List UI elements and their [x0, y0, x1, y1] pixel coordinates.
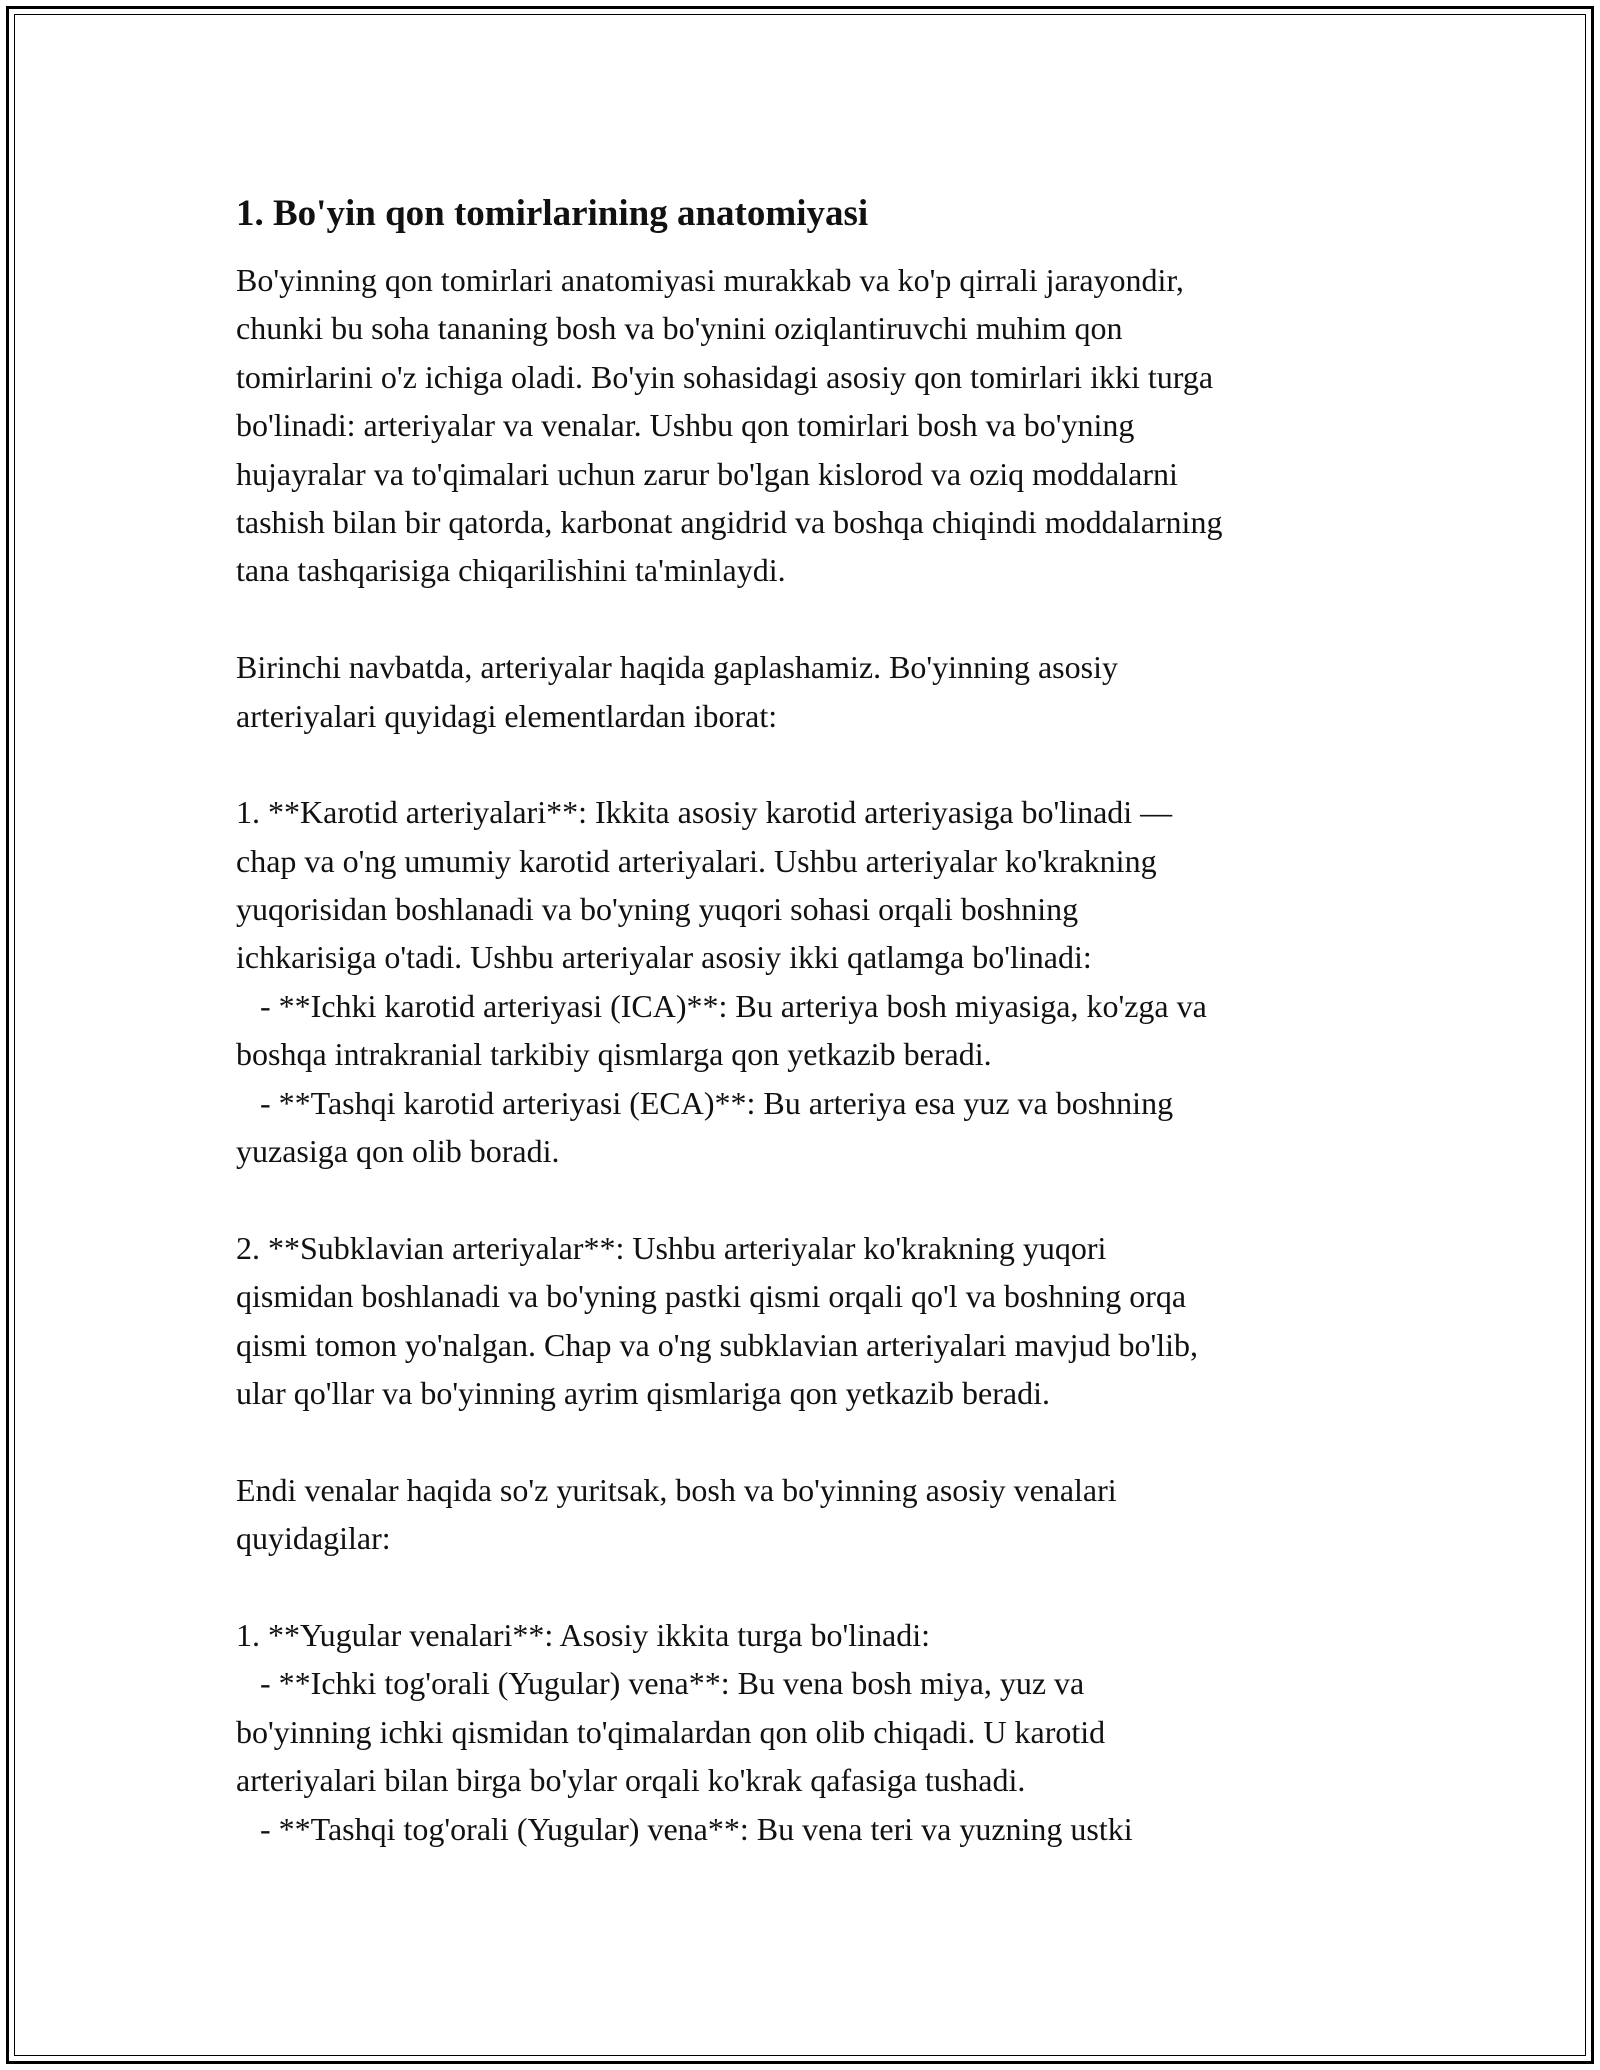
text-line: hujayralar va to'qimalari uchun zarur bo'lgan kislorod va oziq moddalarni	[236, 455, 1178, 492]
paragraph-jugular	[236, 1611, 1376, 1853]
text-line: yuqorisidan boshlanadi va bo'yning yuqori sohasi orqali boshning	[236, 891, 1079, 928]
paragraph-gap	[236, 595, 1376, 643]
text-line: boshqa intrakranial tarkibiy qismlarga qon yetkazib beradi.	[236, 1036, 992, 1073]
text-line: - **Tashqi karotid arteriyasi (ECA)**: Bu arteriya esa yuz va boshning	[236, 1084, 1174, 1121]
text-line: - **Tashqi tog'orali (Yugular) vena**: Bu vena teri va yuzning ustki	[236, 1810, 1133, 1847]
text-line: quyidagilar:	[236, 1520, 391, 1557]
text-line: arteriyalari bilan birga bo'ylar orqali ko'krak qafasiga tushadi.	[236, 1762, 1026, 1799]
paragraph-gap	[236, 740, 1376, 788]
text-line: Birinchi navbatda, arteriyalar haqida gaplashamiz. Bo'yinning asosiy	[236, 649, 1118, 686]
text-line: ular qo'llar va bo'yinning ayrim qismlariga qon yetkazib beradi.	[236, 1374, 1050, 1411]
paragraph-veins-intro	[236, 1466, 1376, 1563]
text-line: Bo'yinning qon tomirlari anatomiyasi murakkab va ko'p qirrali jarayondir,	[236, 262, 1184, 298]
section-heading: 1. Bo'yin qon tomirlarining anatomiyasi	[236, 193, 869, 234]
text-line: chunki bu soha tananing bosh va bo'ynini oziqlantiruvchi muhim qon	[236, 310, 1123, 347]
text-line: yuzasiga qon olib boradi.	[236, 1133, 560, 1170]
paragraph-subclavian	[236, 1224, 1376, 1418]
paragraph-gap	[236, 1175, 1376, 1223]
text-line: bo'linadi: arteriyalar va venalar. Ushbu qon tomirlari bosh va bo'yning	[236, 407, 1135, 444]
text-line: qismidan boshlanadi va bo'yning pastki qismi orqali qo'l va boshning orqa	[236, 1278, 1187, 1315]
text-line: - **Ichki karotid arteriyasi (ICA)**: Bu arteriya bosh miyasiga, ko'zga va	[236, 987, 1207, 1024]
paragraph-carotid	[236, 788, 1376, 1175]
paragraph-gap	[236, 1417, 1376, 1465]
text-line: bo'yinning ichki qismidan to'qimalardan qon olib chiqadi. U karotid	[236, 1713, 1106, 1750]
text-line: tana tashqarisiga chiqarilishini ta'minlaydi.	[236, 552, 786, 589]
paragraph-arteries-intro	[236, 643, 1376, 740]
text-line: Endi venalar haqida so'z yuritsak, bosh va bo'yinning asosiy venalari	[236, 1471, 1117, 1508]
text-line: chap va o'ng umumiy karotid arteriyalari. Ushbu arteriyalar ko'krakning	[236, 842, 1157, 879]
document-page	[236, 186, 1376, 1853]
text-line: tashish bilan bir qatorda, karbonat angidrid va boshqa chiqindi moddalarning	[236, 503, 1223, 540]
paragraph-gap	[236, 1563, 1376, 1611]
text-line: 2. **Subklavian arteriyalar**: Ushbu arteriyalar ko'krakning yuqori	[236, 1229, 1107, 1266]
text-line: tomirlarini o'z ichiga oladi. Bo'yin sohasidagi asosiy qon tomirlari ikki turga	[236, 358, 1214, 395]
text-line: 1. **Karotid arteriyalari**: Ikkita asosiy karotid arteriyasiga bo'linadi —	[236, 794, 1173, 831]
text-line: ichkarisiga o'tadi. Ushbu arteriyalar asosiy ikki qatlamga bo'linadi:	[236, 939, 1092, 976]
paragraph-intro	[236, 256, 1376, 595]
text-line: 1. **Yugular venalari**: Asosiy ikkita turga bo'linadi:	[236, 1616, 930, 1653]
text-line: qismi tomon yo'nalgan. Chap va o'ng subklavian arteriyalari mavjud bo'lib,	[236, 1326, 1198, 1363]
text-line: - **Ichki tog'orali (Yugular) vena**: Bu vena bosh miya, yuz va	[236, 1665, 1085, 1702]
text-line: arteriyalari quyidagi elementlardan iborat:	[236, 697, 778, 734]
